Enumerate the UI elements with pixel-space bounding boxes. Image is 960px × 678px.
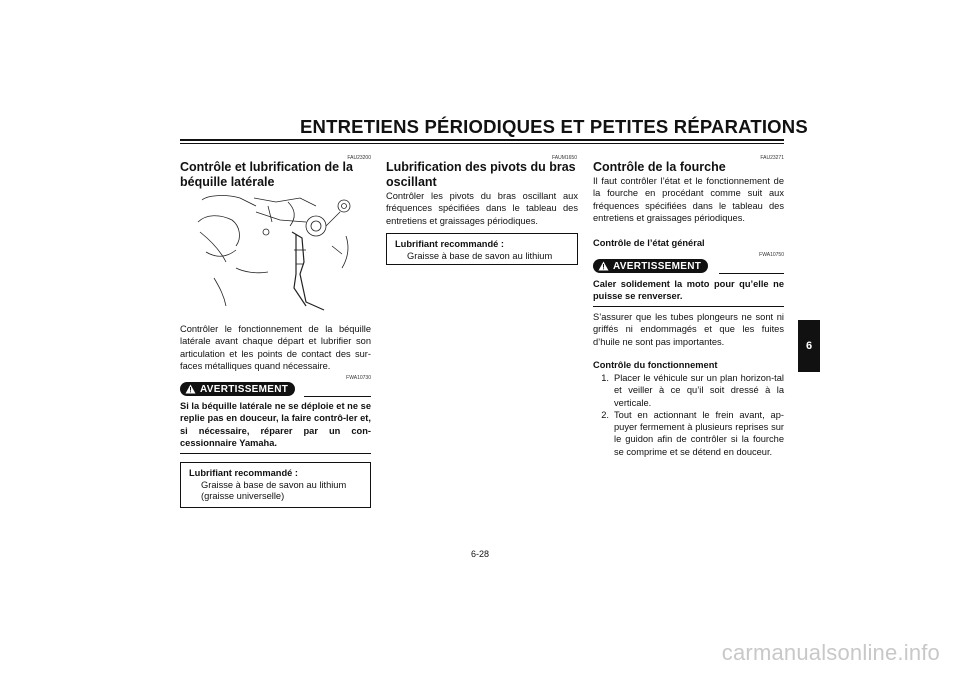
section-code: FAUM1650 [551,155,577,161]
section-title: Lubrification des pivots du bras oscillant [386,160,576,189]
warning-badge [593,259,708,273]
sidestand-illustration [196,192,360,314]
warning-badge [180,382,295,396]
warning-triangle-icon [598,261,609,271]
warning-text: Caler solidement la moto pour qu’elle ne puisse se renverser. [593,279,784,302]
warning-label: AVERTISSEMENT [200,383,289,395]
step-number: 1. [601,373,609,383]
warning-end-rule [593,306,784,307]
section-body: S’assurer que les tubes plongeurs ne sont ni griffés ni endommagés et que les fuites d’huile ne sont pas importantes. [593,312,784,347]
section-body: Contrôler les pivots du bras oscillant aux fréquences spécifiées dans le tableau des entretiens et graissages périodiques. [386,191,578,226]
step-text: Placer le véhicule sur un plan horizon-tal et veiller à ce qu’il soit dressé à la verticale. [614,373,784,408]
watermark: carmanualsonline.info [721,640,940,665]
warning-rule [719,273,784,274]
steps-list [593,372,784,458]
lubricant-box [386,233,578,265]
lubricant-label: Lubrifiant recommandé : [189,468,298,478]
warning-triangle-icon [185,384,196,394]
section-body: Contrôler le fonctionnement de la béquille latérale avant chaque départ et lubrifier son articulation et les points de contact des sur-faces métalliques quand nécessaire. [180,324,371,371]
section-code: FAU23200 [347,155,371,161]
lubricant-value: Graisse à base de savon au lithium [407,250,553,261]
lubricant-box [180,462,371,508]
page-header-title: ENTRETIENS PÉRIODIQUES ET PETITES RÉPARATIONS [300,116,808,137]
page-number: 6-28 [470,549,489,559]
section-title: Contrôle et lubrification de la béquille latérale [180,160,353,189]
step-text: Tout en actionnant le frein avant, ap-puyer fermement à plusieurs reprises sur le guidon afin de contrôler si la fourche se comprime et se détend en douceur. [614,409,784,457]
warning-code: FWA10750 [759,252,784,258]
chapter-tab: 6 [798,320,820,372]
subsection-heading: Contrôle de l’état général [593,238,705,248]
header-rule [180,139,784,141]
list-item [593,372,784,409]
warning-rule [304,396,371,397]
list-item [593,409,784,458]
section-body: Il faut contrôler l’état et le fonctionnement de la fourche en procédant comme suit aux fréquences spécifiées dans le tableau des entretiens et graissages périodiques. [593,176,784,223]
lubricant-value-note: (graisse universelle) [201,491,285,501]
warning-end-rule [180,453,371,454]
section-code: FAU23271 [760,155,784,161]
header-rule-thin [180,143,784,144]
subsection-heading: Contrôle du fonctionnement [593,360,718,370]
warning-label: AVERTISSEMENT [613,260,702,272]
lubricant-label: Lubrifiant recommandé : [395,239,504,249]
step-number: 2. [601,409,609,420]
warning-code: FWA10730 [346,375,371,381]
warning-text: Si la béquille latérale ne se déploie et ne se replie pas en douceur, la faire contrô-ler et, si nécessaire, réparer par un con-cessionnaire Yamaha. [180,401,371,448]
section-title: Contrôle de la fourche [593,160,726,174]
lubricant-value: Graisse à base de savon au lithium [201,479,347,490]
